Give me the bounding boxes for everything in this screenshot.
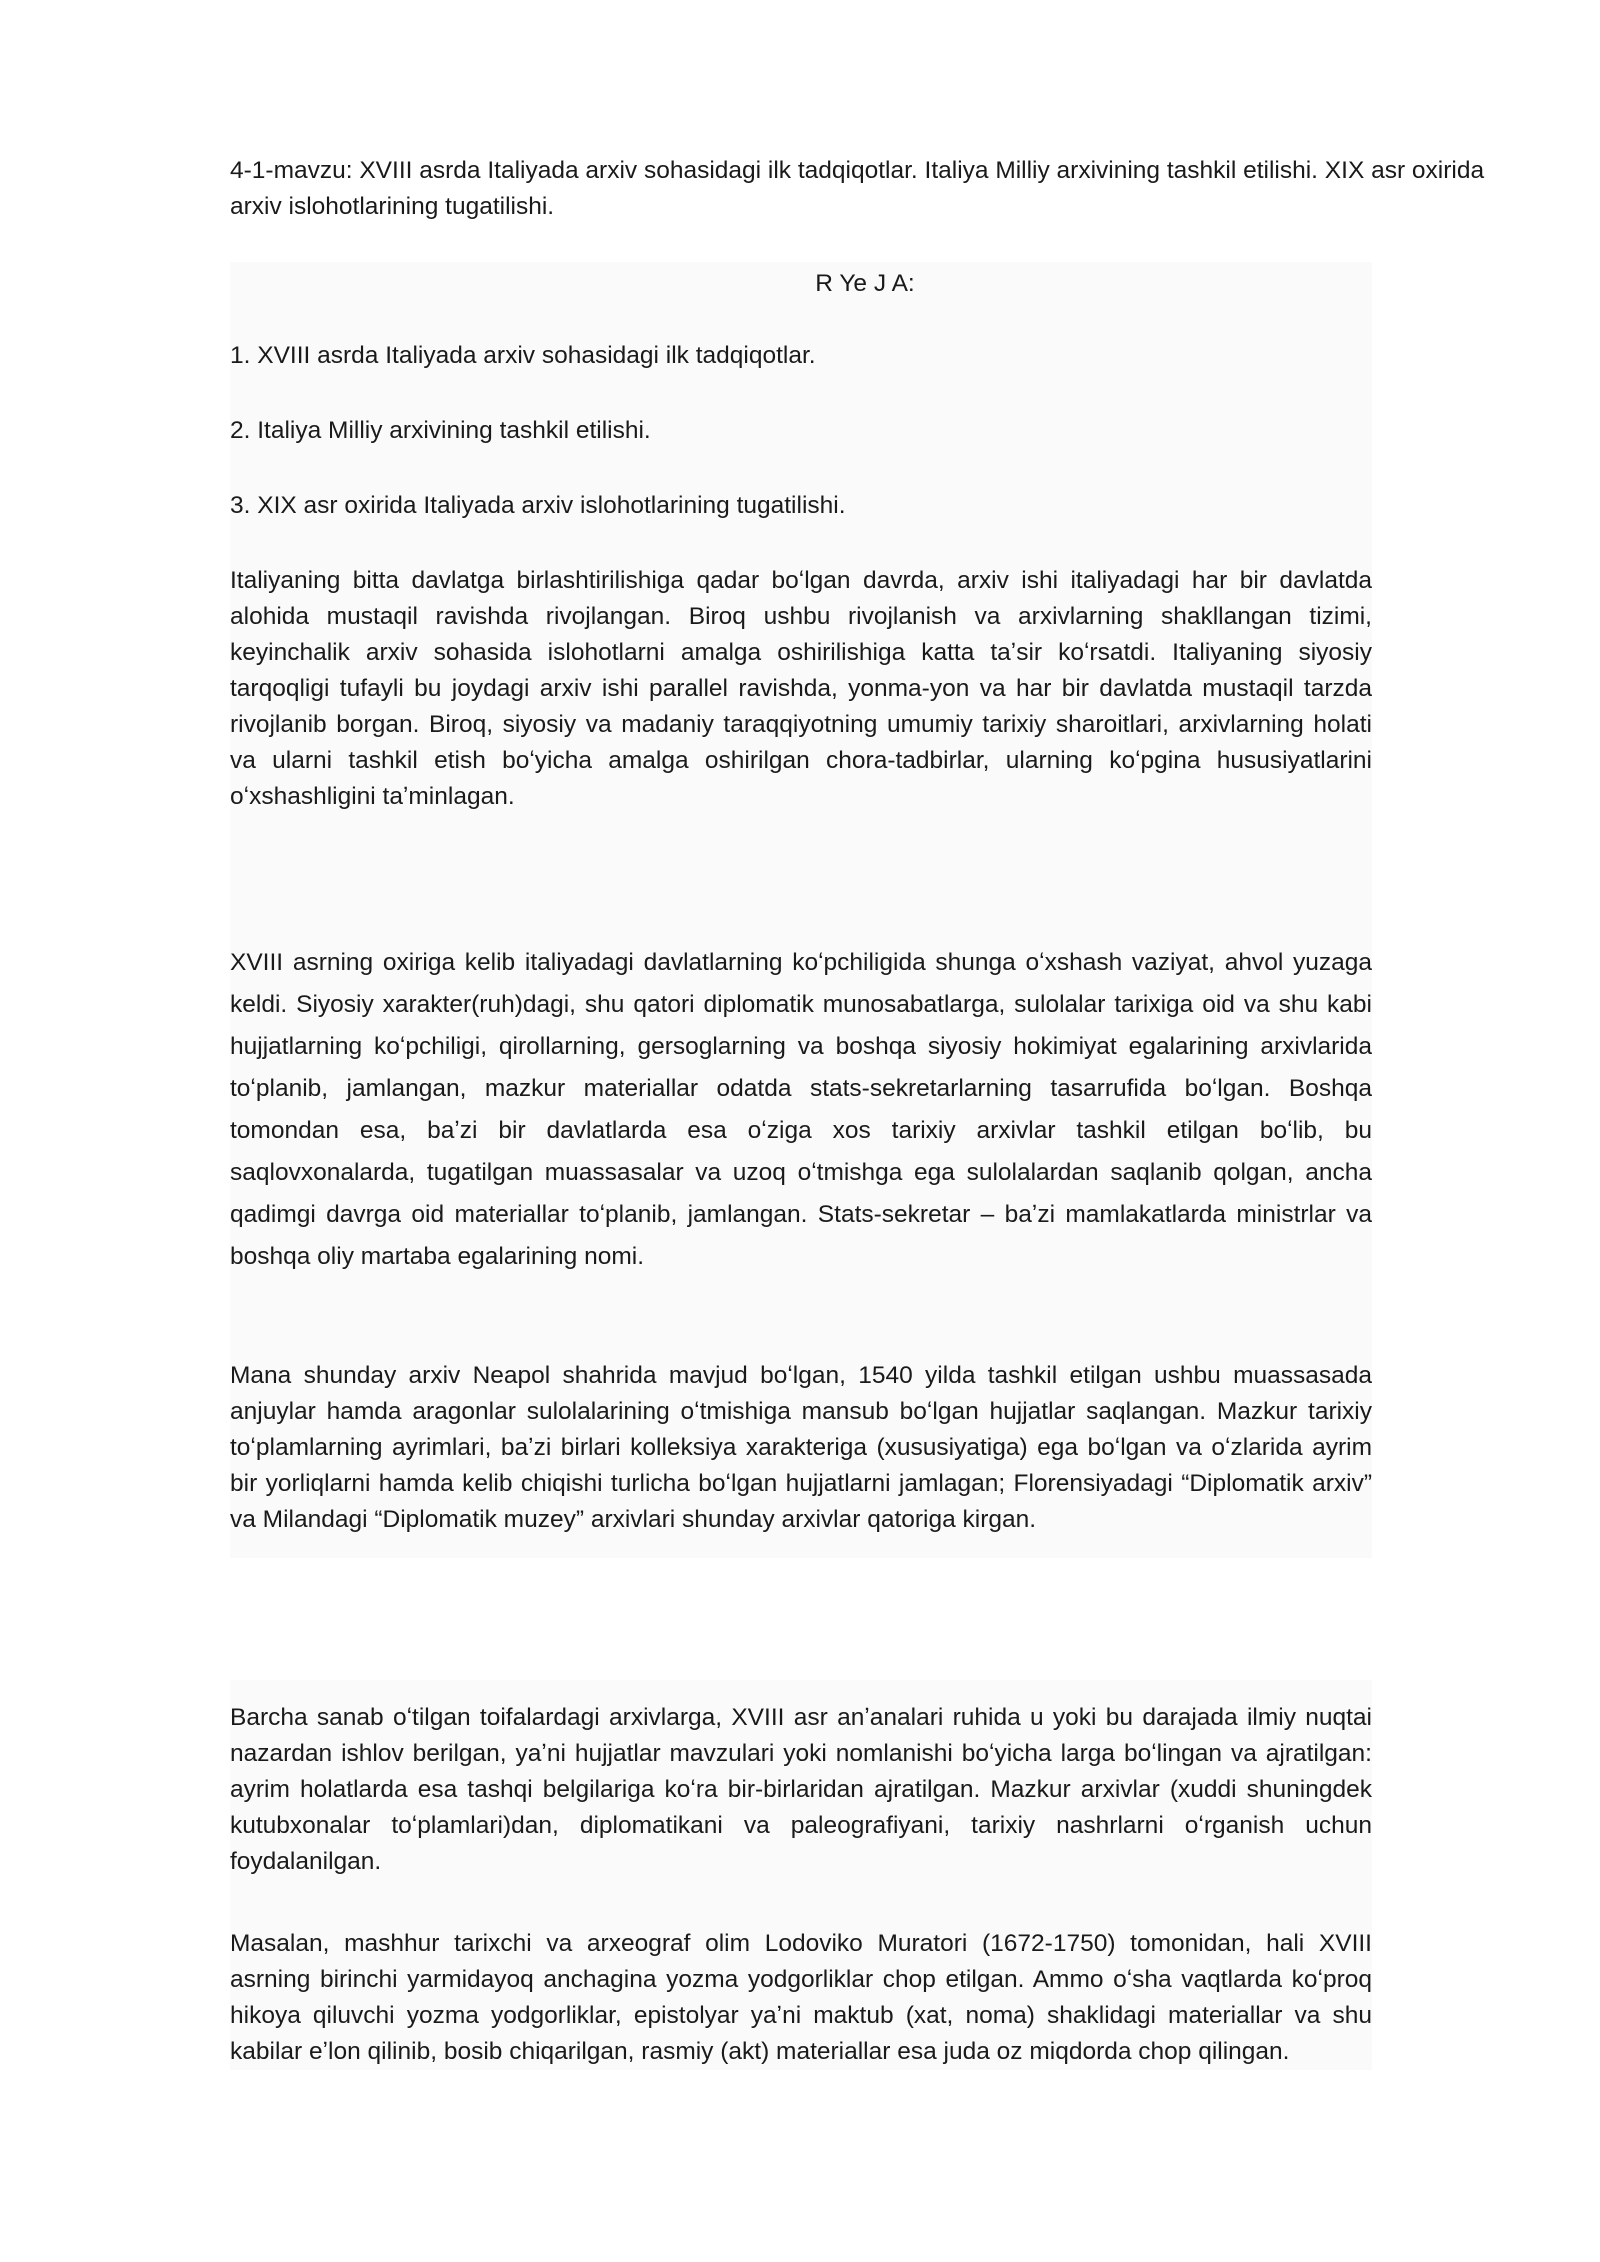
plan-item: 1. XVIII asrda Italiyada arxiv sohasidagi ilk tadqiqotlar. (230, 342, 816, 369)
paragraph: Mana shunday arxiv Neapol shahrida mavjud boʻlgan, 1540 yilda tashkil etilgan ushbu muassasada anjuylar hamda aragonlar sulolalarining oʻtmishiga mansub boʻlgan hujjatlar saqlangan. Mazkur tarixiy toʻplamlarning ayrimlari, baʼzi birlari kolleksiya xarakteriga (xususiyatiga) ega boʻlgan va oʻzlarida ayrim bir yorliqlarni hamda kelib chiqishi turlicha boʻlgan hujjatlarni jamlagan; Florensiyadagi “Diplomatik arxiv” va Milandagi “Diplomatik muzey” arxivlari shunday arxivlar qatoriga kirgan. (230, 1362, 1372, 1533)
plan-heading: R Ye J A: (815, 270, 915, 297)
paragraph: XVIII asrning oxiriga kelib italiyadagi davlatlarning koʻpchiligida shunga oʻxshash vaziyat, ahvol yuzaga keldi. Siyosiy xarakter(ruh)dagi, shu qatori diplomatik munosabatlarga, sulolalar tarixiga oid va shu kabi hujjatlarning koʻpchiligi, qirollarning, gersoglarning va boshqa siyosiy hokimiyat egalarining arxivlarida toʻplanib, jamlangan, mazkur materiallar odatda stats-sekretarlarning tasarrufida boʻlgan. Boshqa tomondan esa, baʼzi bir davlatlarda esa oʻziga xos tarixiy arxivlar tashkil etilgan boʻlib, bu saqlovxonalarda, tugatilgan muassasalar va uzoq oʻtmishga ega sulolalardan saqlanib qolgan, ancha qadimgi davrga oid materiallar toʻplanib, jamlangan. Stats-sekretar – baʼzi mamlakatlarda ministrlar va boshqa oliy martaba egalarining nomi. (230, 949, 1372, 1270)
paragraph: Italiyaning bitta davlatga birlashtirilishiga qadar boʻlgan davrda, arxiv ishi italiyadagi har bir davlatda alohida mustaqil ravishda rivojlangan. Biroq ushbu rivojlanish va arxivlarning shakllangan tizimi, keyinchalik arxiv sohasida islohotlarni amalga oshirilishiga katta taʼsir koʻrsatdi. Italiyaning siyosiy tarqoqligi tufayli bu joydagi arxiv ishi parallel ravishda, yonma-yon va har bir davlatda mustaqil tarzda rivojlanib borgan. Biroq, siyosiy va madaniy taraqqiyotning umumiy tarixiy sharoitlari, arxivlarning holati va ularni tashkil etish boʻyicha amalga oshirilgan chora-tadbirlar, ularning koʻpgina hususiyatlarini oʻxshashligini taʼminlagan. (230, 567, 1372, 810)
plan-item: 2. Italiya Milliy arxivining tashkil etilishi. (230, 417, 651, 444)
plan-item: 3. XIX asr oxirida Italiyada arxiv islohotlarining tugatilishi. (230, 492, 846, 519)
document-title: 4-1-mavzu: XVIII asrda Italiyada arxiv sohasidagi ilk tadqiqotlar. Italiya Milliy arxivining tashkil etilishi. XIX asr oxirida arxiv islohotlarining tugatilishi. (230, 157, 1485, 220)
paragraph: Barcha sanab oʻtilgan toifalardagi arxivlarga, XVIII asr anʼanalari ruhida u yoki bu darajada ilmiy nuqtai nazardan ishlov berilgan, yaʼni hujjatlar mavzulari yoki nomlanishi boʻyicha larga boʻlingan va ajratilgan: ayrim holatlarda esa tashqi belgilariga koʻra bir-birlaridan ajratilgan. Mazkur arxivlar (xuddi shuningdek kutubxonalar toʻplamlari)dan, diplomatikani va paleografiyani, tarixiy nashrlarni oʻrganish uchun foydalanilgan. (230, 1704, 1372, 1875)
paragraph: Masalan, mashhur tarixchi va arxeograf olim Lodoviko Muratori (1672-1750) tomonidan, hali XVIII asrning birinchi yarmidayoq anchagina yozma yodgorliklar chop etilgan. Ammo oʻsha vaqtlarda koʻproq hikoya qiluvchi yozma yodgorliklar, epistolyar yaʼni maktub (xat, noma) shaklidagi materiallar va shu kabilar eʼlon qilinib, bosib chiqarilgan, rasmiy (akt) materiallar esa juda oz miqdorda chop qilingan. (230, 1930, 1372, 2065)
